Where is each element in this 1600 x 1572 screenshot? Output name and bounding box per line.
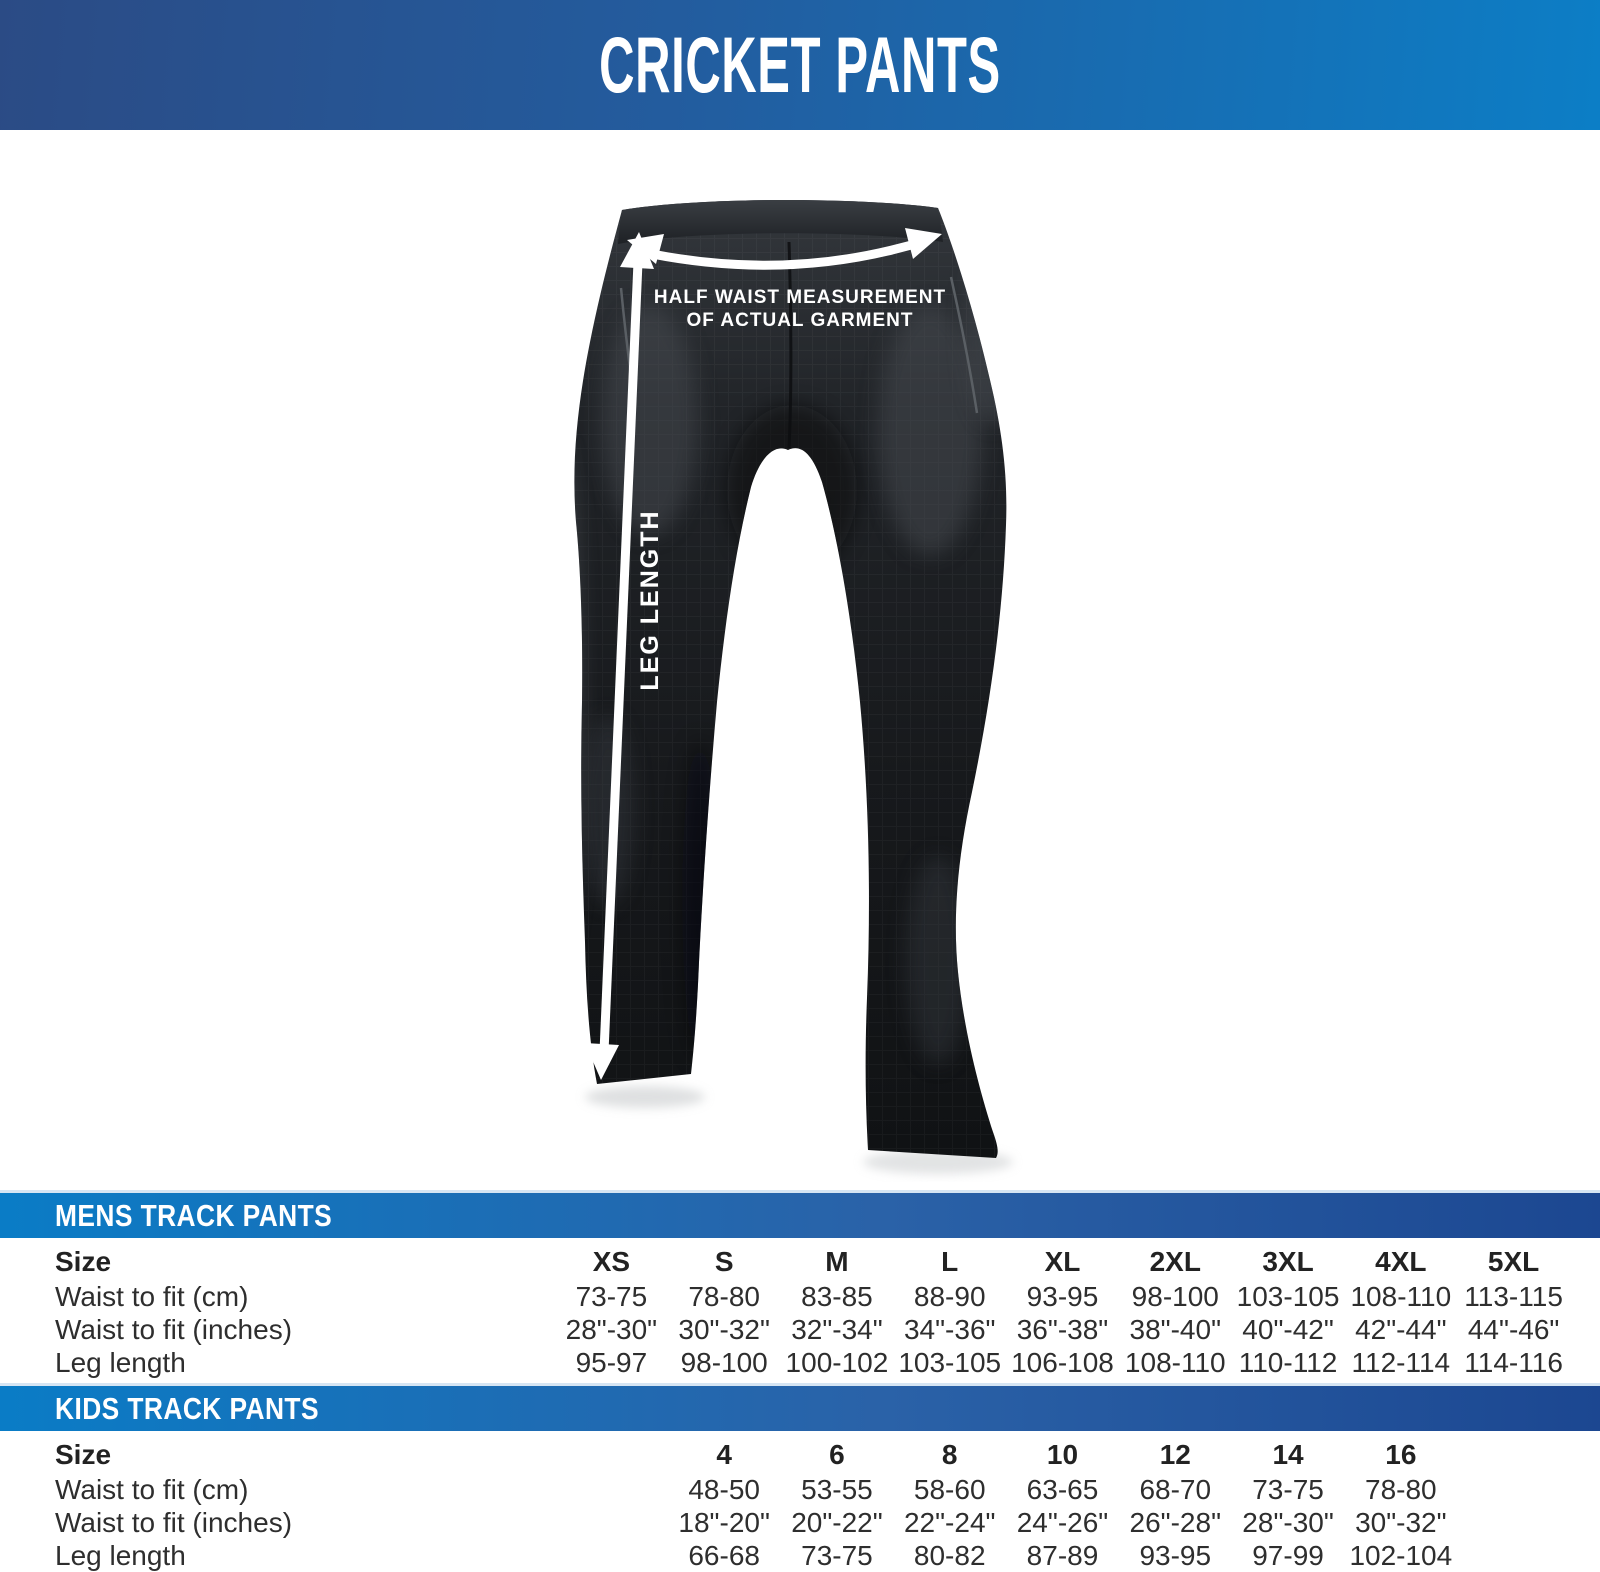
kids-table bbox=[0, 1431, 1600, 1572]
value-cell: 22"-24" bbox=[903, 1506, 996, 1538]
value-cell: 106-108 bbox=[1011, 1346, 1114, 1378]
value-cell: 93-95 bbox=[1139, 1539, 1212, 1571]
value-cell: 103-105 bbox=[898, 1346, 1002, 1378]
size-cell: 4XL bbox=[1375, 1246, 1427, 1277]
left-hem-shadow bbox=[585, 1086, 705, 1108]
size-cell: 3XL bbox=[1262, 1246, 1314, 1277]
table-row bbox=[0, 1244, 1600, 1280]
value-cell: 78-80 bbox=[1365, 1473, 1437, 1505]
value-cell: 88-90 bbox=[913, 1280, 986, 1312]
size-cell: XL bbox=[1044, 1246, 1081, 1277]
size-cell: 4 bbox=[716, 1439, 732, 1470]
value-cell: 24"-26" bbox=[1016, 1506, 1109, 1538]
size-cell: L bbox=[941, 1246, 959, 1277]
value-cell: 78-80 bbox=[688, 1280, 760, 1312]
size-cell: 10 bbox=[1046, 1439, 1079, 1470]
value-cell: 73-75 bbox=[575, 1280, 648, 1312]
value-cell: 95-97 bbox=[575, 1346, 648, 1378]
value-cell: 83-85 bbox=[801, 1280, 873, 1312]
value-cell: 48-50 bbox=[688, 1473, 760, 1505]
table-row bbox=[0, 1506, 1600, 1539]
value-cell: 73-75 bbox=[801, 1539, 873, 1571]
row-label: Leg length bbox=[55, 1346, 186, 1378]
value-cell: 63-65 bbox=[1026, 1473, 1099, 1505]
size-cell: 8 bbox=[941, 1439, 958, 1470]
value-cell: 98-100 bbox=[1131, 1280, 1219, 1312]
value-cell: 58-60 bbox=[913, 1473, 986, 1505]
value-cell: 30"-32" bbox=[1355, 1506, 1447, 1538]
value-cell: 53-55 bbox=[801, 1473, 873, 1505]
leg-length-label: LEG LENGTH bbox=[636, 509, 664, 691]
value-cell: 66-68 bbox=[688, 1539, 760, 1571]
row-label: Waist to fit (cm) bbox=[55, 1280, 249, 1312]
size-cell: 5XL bbox=[1487, 1246, 1540, 1277]
value-cell: 80-82 bbox=[913, 1539, 986, 1571]
value-cell: 97-99 bbox=[1252, 1539, 1324, 1571]
mens-section-title: MENS TRACK PANTS bbox=[55, 1197, 333, 1233]
value-cell: 38"-40" bbox=[1129, 1313, 1222, 1345]
row-label: Waist to fit (inches) bbox=[55, 1313, 293, 1345]
value-cell: 113-115 bbox=[1464, 1280, 1563, 1312]
waist-measurement-label-line2: OF ACTUAL GARMENT bbox=[686, 310, 914, 331]
table-row bbox=[0, 1473, 1600, 1506]
value-cell: 34"-36" bbox=[903, 1313, 996, 1345]
value-cell: 68-70 bbox=[1139, 1473, 1212, 1505]
value-cell: 36"-38" bbox=[1016, 1313, 1109, 1345]
size-cell: S bbox=[714, 1246, 734, 1277]
value-cell: 20"-22" bbox=[791, 1506, 883, 1538]
value-cell: 40"-42" bbox=[1242, 1313, 1334, 1345]
value-cell: 98-100 bbox=[680, 1346, 768, 1378]
row-label: Leg length bbox=[55, 1539, 186, 1571]
row-label: Size bbox=[55, 1439, 112, 1470]
pants-figure bbox=[0, 130, 1600, 1182]
page-header bbox=[0, 0, 1600, 130]
kids-section-title: KIDS TRACK PANTS bbox=[55, 1390, 319, 1426]
value-cell: 32"-34" bbox=[791, 1313, 883, 1345]
table-row bbox=[0, 1280, 1600, 1313]
size-cell: 16 bbox=[1385, 1439, 1417, 1470]
table-row bbox=[0, 1539, 1600, 1572]
value-cell: 26"-28" bbox=[1129, 1506, 1222, 1538]
row-label: Waist to fit (cm) bbox=[55, 1473, 249, 1505]
value-cell: 108-110 bbox=[1350, 1280, 1452, 1312]
table-row bbox=[0, 1437, 1600, 1473]
value-cell: 28"-30" bbox=[1242, 1506, 1334, 1538]
value-cell: 100-102 bbox=[785, 1346, 889, 1378]
page-title: CRICKET PANTS bbox=[599, 20, 1001, 109]
value-cell: 28"-30" bbox=[565, 1313, 658, 1345]
value-cell: 103-105 bbox=[1236, 1280, 1340, 1312]
size-cell: XS bbox=[592, 1246, 631, 1277]
size-cell: 6 bbox=[829, 1439, 845, 1470]
value-cell: 18"-20" bbox=[678, 1506, 770, 1538]
value-cell: 93-95 bbox=[1026, 1280, 1099, 1312]
value-cell: 44"-46" bbox=[1467, 1313, 1560, 1345]
value-cell: 108-110 bbox=[1124, 1346, 1226, 1378]
value-cell: 114-116 bbox=[1464, 1346, 1563, 1378]
value-cell: 42"-44" bbox=[1355, 1313, 1447, 1345]
waist-measurement-label-line1: HALF WAIST MEASUREMENT bbox=[653, 287, 947, 308]
size-cell: M bbox=[825, 1246, 849, 1277]
row-label: Size bbox=[55, 1246, 112, 1277]
mens-table bbox=[0, 1238, 1600, 1383]
table-row bbox=[0, 1346, 1600, 1379]
value-cell: 30"-32" bbox=[678, 1313, 770, 1345]
value-cell: 110-112 bbox=[1238, 1346, 1338, 1378]
kids-section-header bbox=[0, 1383, 1600, 1431]
mens-section-header bbox=[0, 1190, 1600, 1238]
size-cell: 14 bbox=[1272, 1439, 1304, 1470]
value-cell: 112-114 bbox=[1351, 1346, 1451, 1378]
value-cell: 73-75 bbox=[1252, 1473, 1324, 1505]
row-label: Waist to fit (inches) bbox=[55, 1506, 293, 1538]
pants-diagram bbox=[0, 130, 1600, 1182]
table-row bbox=[0, 1313, 1600, 1346]
size-cell: 12 bbox=[1159, 1439, 1191, 1470]
value-cell: 87-89 bbox=[1026, 1539, 1099, 1571]
size-cell: 2XL bbox=[1149, 1246, 1201, 1277]
value-cell: 102-104 bbox=[1349, 1539, 1453, 1571]
